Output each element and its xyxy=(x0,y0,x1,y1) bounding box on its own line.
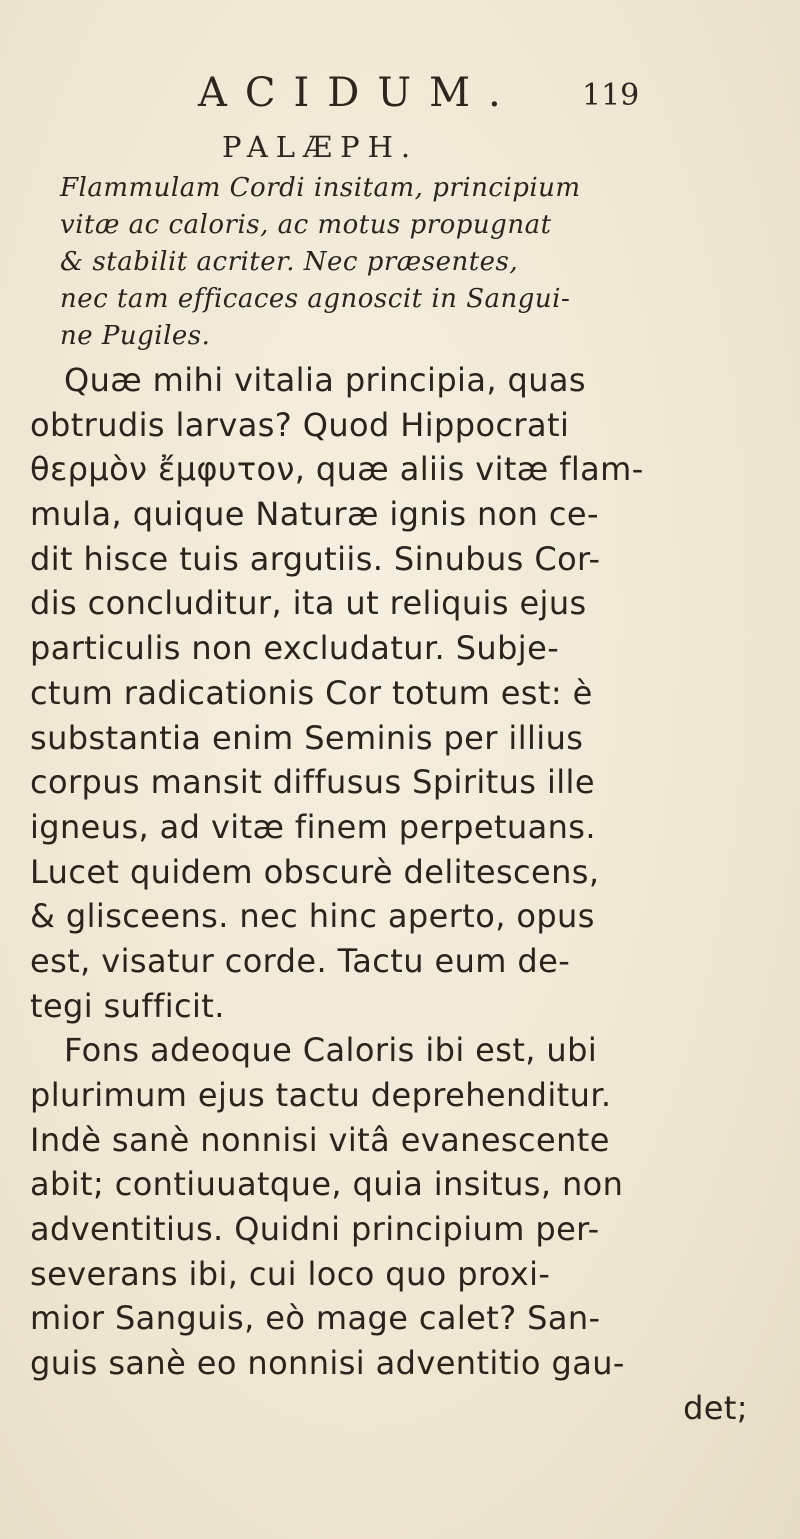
text-line: Flammulam Cordi insitam, principium xyxy=(60,173,581,203)
text-line: ctum radicationis Cor totum est: è xyxy=(30,673,593,712)
body-text xyxy=(30,358,770,1431)
catchword-line: det; xyxy=(683,1388,748,1427)
text-line: θερμὸν ἔμφυτον, quæ aliis vitæ flam- xyxy=(30,450,644,489)
text-line: est, visatur corde. Tactu eum de- xyxy=(30,941,571,980)
text-line: plurimum ejus tactu deprehenditur. xyxy=(30,1076,612,1114)
text-line: ne Pugiles. xyxy=(60,321,211,351)
text-line: igneus, ad vitæ finem perpetuans. xyxy=(30,807,596,846)
text-line: dit hisce tuis argutiis. Sinubus Cor- xyxy=(30,539,601,578)
text-line: Fons adeoque Caloris ibi est, ubi xyxy=(64,1031,598,1070)
text-line: particulis non excludatur. Subje- xyxy=(30,629,560,668)
text-line: tegi sufficit. xyxy=(30,986,225,1025)
text-line: corpus mansit diffusus Spiritus ille xyxy=(30,763,595,802)
text-line: Indè sanè nonnisi vitâ evanescente xyxy=(30,1120,610,1159)
text-line: guis sanè eo nonnisi adventitio gau- xyxy=(30,1344,625,1383)
text-line: abit; contiuuatque, quia insitus, non xyxy=(30,1165,624,1204)
text-line: adventitius. Quidni principium per- xyxy=(30,1210,600,1249)
text-line: severans ibi, cui loco quo proxi- xyxy=(30,1254,551,1293)
text-line: obtrudis larvas? Quod Hippocrati xyxy=(30,405,570,444)
section-heading: PALÆPH. xyxy=(222,130,419,164)
running-head: ACIDUM. xyxy=(198,70,519,116)
text-line: nec tam efficaces agnoscit in Sangui- xyxy=(60,284,571,314)
text-line: & stabilit acriter. Nec præsentes, xyxy=(60,247,519,277)
page-number: 119 xyxy=(582,78,640,113)
text-line: Quæ mihi vitalia principia, quas xyxy=(64,361,586,399)
italic-paragraph xyxy=(60,170,760,355)
text-line: vitæ ac caloris, ac motus propugnat xyxy=(60,210,552,240)
text-line: mula, quique Naturæ ignis non ce- xyxy=(30,495,599,534)
text-line: & glisceens. nec hinc aperto, opus xyxy=(30,897,595,936)
text-line: mior Sanguis, eò mage calet? San- xyxy=(30,1299,601,1338)
text-line: dis concluditur, ita ut reliquis ejus xyxy=(30,584,587,623)
text-line: substantia enim Seminis per illius xyxy=(30,718,584,757)
text-line: Lucet quidem obscurè delitescens, xyxy=(30,852,600,891)
